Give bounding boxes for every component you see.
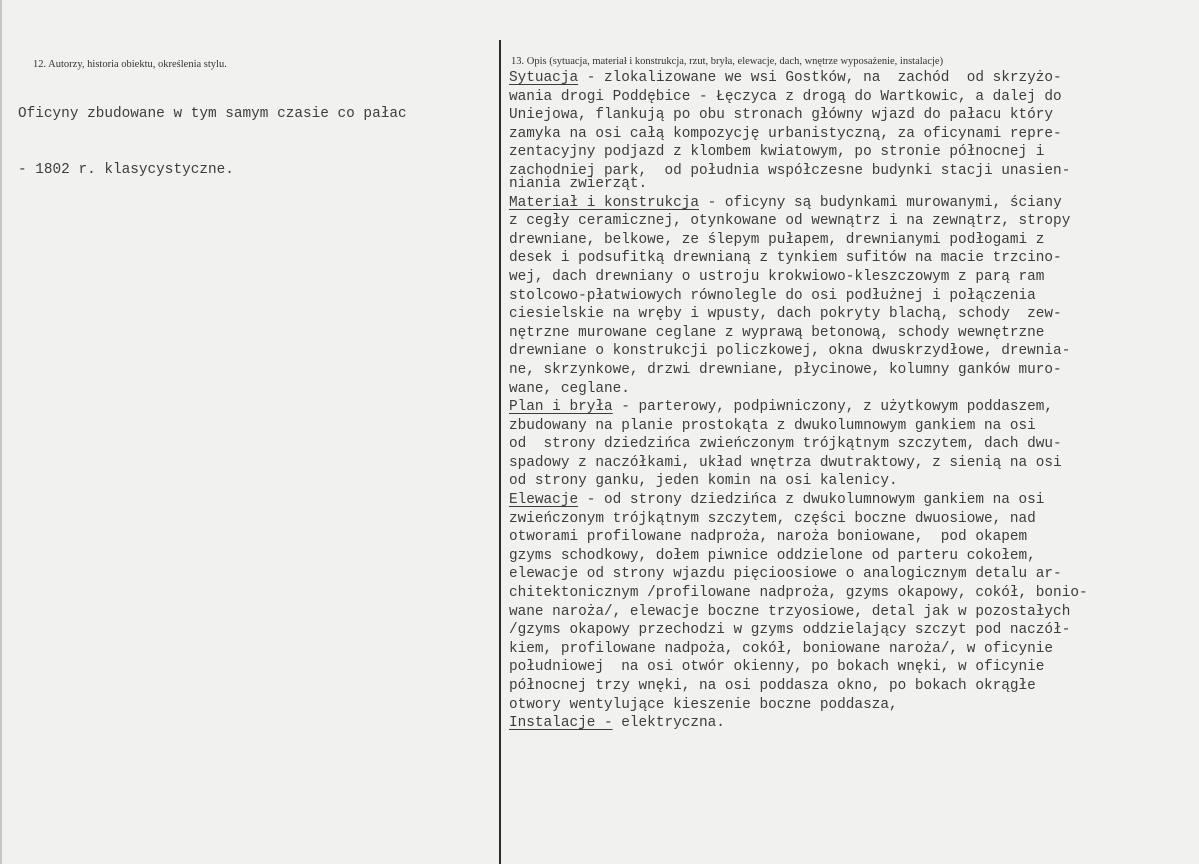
description-line bbox=[509, 249, 1197, 268]
description-text: Uniejowa, flankują po obu stronach główny wjazd do pałacu który bbox=[509, 107, 1054, 124]
section-heading: Sytuacja bbox=[509, 70, 579, 86]
section-heading: Materiał i konstrukcja bbox=[509, 194, 699, 211]
description-text: zamyka na osi całą kompozycję urbanistyczną, za oficynami repre- bbox=[509, 125, 1062, 142]
column-divider bbox=[499, 40, 501, 864]
description-text: południowej na osi otwór okienny, po bokach wnęki, w oficynie bbox=[509, 659, 1045, 676]
description-text: z cegły ceramicznej, otynkowane od wewnątrz i na zewnątrz, stropy bbox=[509, 213, 1071, 230]
description-text: wej, dach drewniany o ustroju krokwiowo-kleszczowym z parą ram bbox=[509, 268, 1045, 285]
description-line bbox=[509, 361, 1197, 380]
description-text: spadowy z naczółkami, układ wnętrza dwutraktowy, z sienią na osi bbox=[509, 454, 1062, 471]
description-line bbox=[509, 106, 1197, 125]
right-column-text bbox=[509, 69, 1197, 733]
section-heading: Elewacje bbox=[509, 492, 579, 509]
paper-edge bbox=[0, 0, 2, 864]
description-text: otwory wentylujące kieszenie boczne poddasza, bbox=[509, 696, 898, 713]
description-text: wania drogi Poddębice - Łęczyca z drogą do Wartkowic, a dalej do bbox=[509, 88, 1062, 105]
section-heading-line bbox=[509, 194, 1197, 213]
section-heading: Plan i bryła bbox=[509, 399, 613, 416]
description-line bbox=[509, 603, 1197, 622]
description-line bbox=[509, 677, 1197, 696]
description-text: otworami profilowane nadproża, naroża boniowane, pod okapem bbox=[509, 529, 1028, 546]
description-text: od strony dziedzińca zwieńczonym trójkątnym szczytem, dach dwu- bbox=[509, 436, 1062, 453]
description-text: gzyms schodkowy, dołem piwnice oddzielone od parteru cokołem, bbox=[509, 547, 1036, 564]
description-text: drewniane, belkowe, ze ślepym pułapem, drewnianymi podłogami z bbox=[509, 231, 1045, 248]
description-line bbox=[509, 162, 1197, 179]
description-line bbox=[509, 696, 1197, 715]
description-line bbox=[509, 342, 1197, 361]
description-text: - parterowy, podpiwniczony, z użytkowym poddaszem, bbox=[612, 399, 1054, 416]
description-text: ne, skrzynkowe, drzwi drewniane, płycinowe, kolumny ganków muro- bbox=[509, 361, 1062, 378]
left-column-header: 12. Autorzy, historia obiektu, określenia stylu. bbox=[33, 59, 227, 70]
description-text: elektryczna. bbox=[612, 715, 725, 732]
description-line bbox=[509, 268, 1197, 287]
left-text-line: Oficyny zbudowane w tym samym czasie co pałac bbox=[18, 106, 407, 123]
description-line bbox=[509, 143, 1197, 162]
description-text: desek i podsufitką drewnianą z tynkiem sufitów na macie trzcino- bbox=[509, 250, 1062, 267]
description-line bbox=[509, 231, 1197, 250]
description-line bbox=[509, 584, 1197, 603]
section-heading: Instalacje - bbox=[509, 715, 613, 732]
description-line bbox=[509, 88, 1197, 107]
description-line bbox=[509, 621, 1197, 640]
left-text-line: - 1802 r. klasycystyczne. bbox=[18, 161, 234, 178]
section-heading-line bbox=[509, 69, 1197, 88]
left-column-text bbox=[18, 68, 496, 217]
description-text: - zlokalizowane we wsi Gostków, na zachód od skrzyżo- bbox=[578, 70, 1062, 86]
description-text: drewniane o konstrukcji policzkowej, okna dwuskrzydłowe, drewnia- bbox=[509, 343, 1071, 360]
description-text: nętrzne murowane ceglane z wyprawą betonową, schody wewnętrzne bbox=[509, 324, 1045, 341]
description-text: od strony ganku, jeden komin na osi kalenicy. bbox=[509, 473, 898, 490]
description-line bbox=[509, 324, 1197, 343]
description-line bbox=[509, 547, 1197, 566]
description-line bbox=[509, 305, 1197, 324]
description-text: wane, ceglane. bbox=[509, 380, 630, 397]
description-text: stolcowo-płatwiowych równolegle do osi podłużnej i połączenia bbox=[509, 287, 1036, 304]
right-column-header: 13. Opis (sytuacja, materiał i konstrukcja, rzut, bryła, elewacje, dach, wnętrze wyposażenie, instalacje) bbox=[511, 56, 944, 67]
description-text: - oficyny są budynkami murowanymi, ściany bbox=[699, 194, 1062, 211]
description-text: kiem, profilowane nadpoża, cokół, boniowane naroża/, w oficynie bbox=[509, 640, 1054, 657]
section-heading-line bbox=[509, 714, 1197, 733]
description-line bbox=[509, 435, 1197, 454]
section-heading-line bbox=[509, 398, 1197, 417]
description-text: ciesielskie na wręby i wpusty, dach pokryty blachą, schody zew- bbox=[509, 306, 1062, 323]
description-text: /gzyms okapowy przechodzi w gzyms oddzielający szczyt pod naczół- bbox=[509, 622, 1071, 639]
description-line bbox=[509, 287, 1197, 306]
description-line bbox=[509, 417, 1197, 436]
description-line bbox=[509, 472, 1197, 491]
description-text: północnej trzy wnęki, na osi poddasza okno, po bokach okrągłe bbox=[509, 678, 1036, 694]
description-text: zachodniej park, od południa współczesne budynki stacji unasien- bbox=[509, 162, 1071, 179]
description-line bbox=[509, 125, 1197, 144]
description-line bbox=[509, 454, 1197, 473]
description-text: zbudowany na planie prostokąta z dwukolumnowym gankiem na osi bbox=[509, 417, 1036, 434]
section-heading-line bbox=[509, 491, 1197, 510]
description-text: zentacyjny podjazd z klombem kwiatowym, po stronie północnej i bbox=[509, 144, 1045, 161]
description-text: - od strony dziedzińca z dwukolumnowym gankiem na osi bbox=[578, 492, 1045, 509]
description-line bbox=[509, 510, 1197, 529]
description-text: zwieńczonym trójkątnym szczytem, części boczne dwuosiowe, nad bbox=[509, 510, 1036, 527]
description-line bbox=[509, 565, 1197, 584]
description-line bbox=[509, 380, 1197, 399]
description-line bbox=[509, 528, 1197, 547]
description-line bbox=[509, 212, 1197, 231]
description-text: chitektonicznym /profilowane nadproża, gzyms okapowy, cokół, bonio- bbox=[509, 585, 1088, 602]
description-line bbox=[509, 640, 1197, 659]
description-text: wane naroża/, elewacje boczne trzyosiowe, detal jak w pozostałych bbox=[509, 603, 1071, 620]
description-text: niania zwierząt. bbox=[509, 175, 648, 192]
description-text: elewacje od strony wjazdu pięcioosiowe o analogicznym detalu ar- bbox=[509, 566, 1062, 583]
description-line bbox=[509, 658, 1197, 677]
